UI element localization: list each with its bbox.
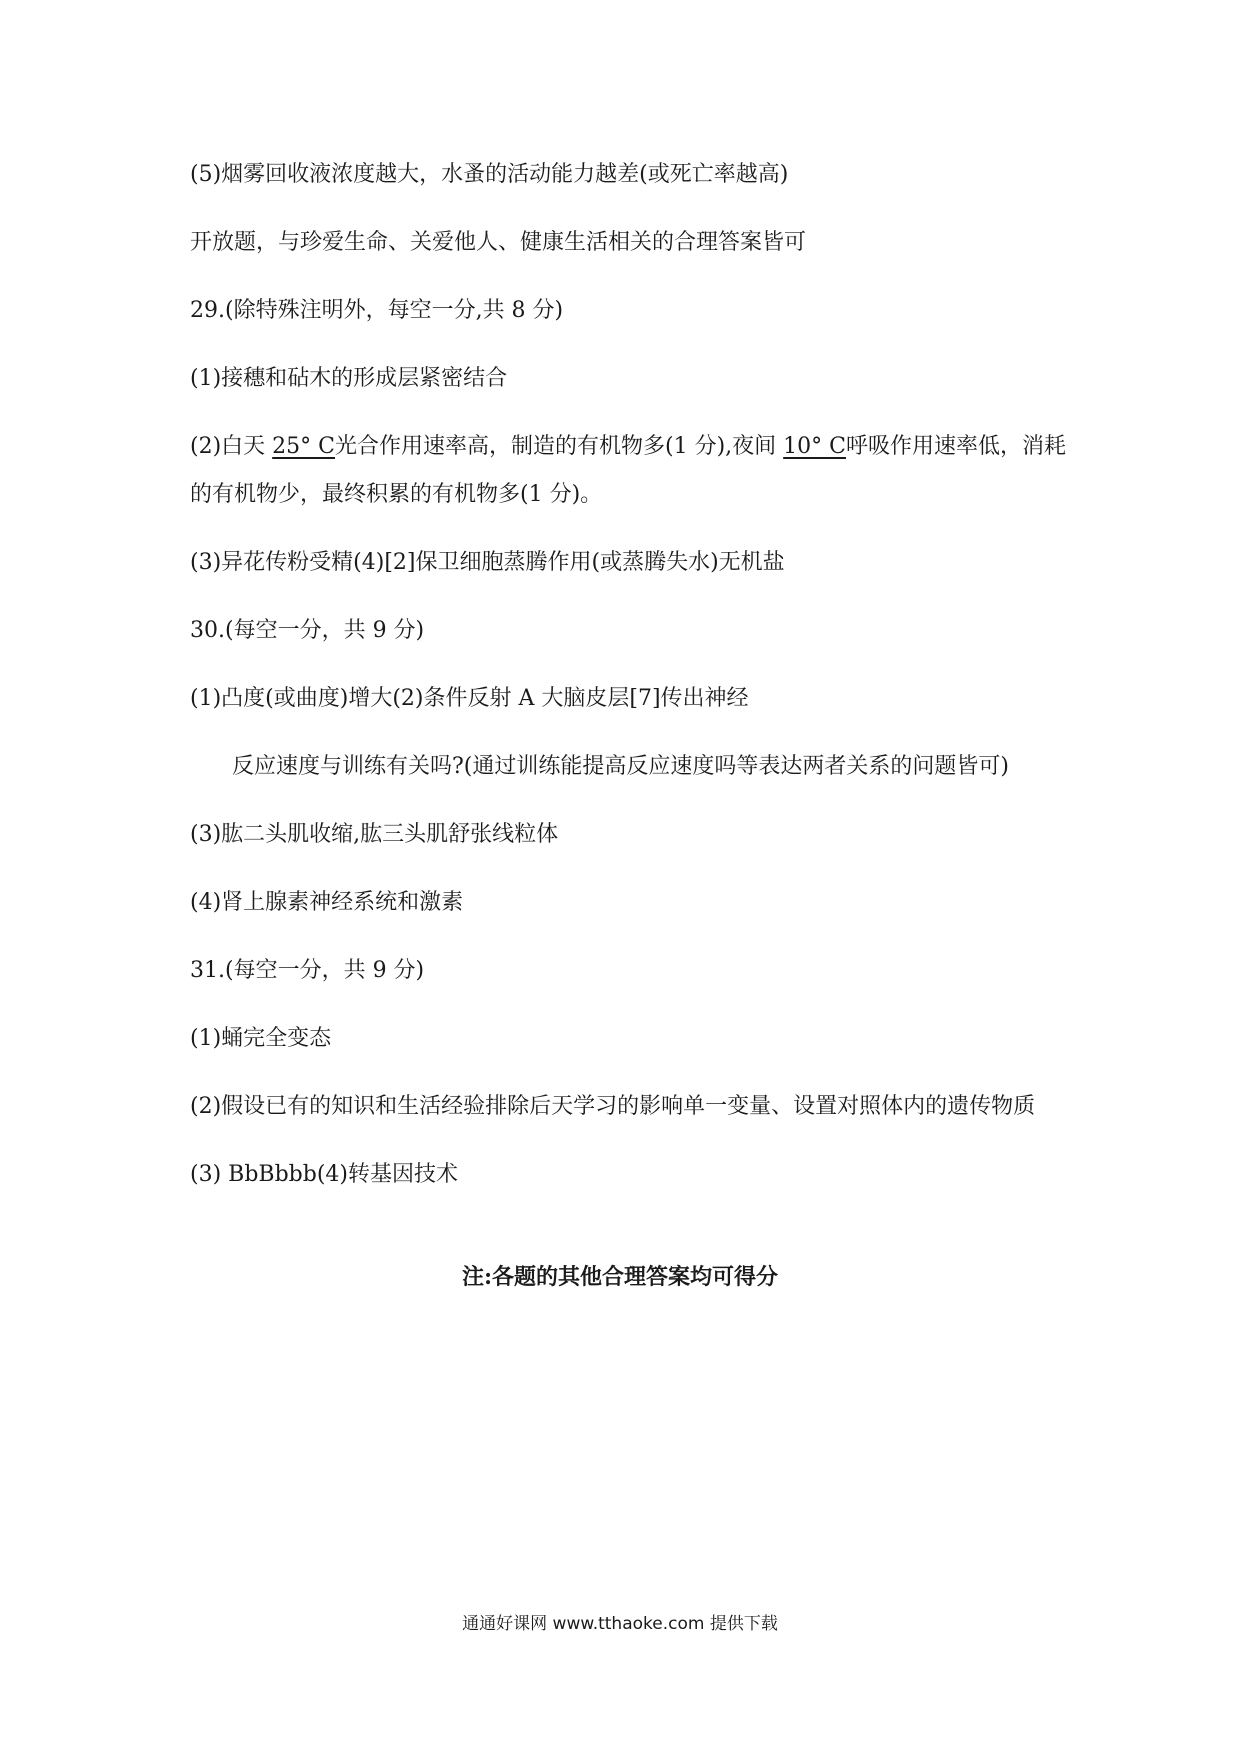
answer-29-2-part2: 光合作用速率高，制造的有机物多(1 分),夜间 xyxy=(335,434,784,459)
answer-28-5: (5)烟雾回收液浓度越大，水蚤的活动能力越差(或死亡率越高) xyxy=(190,162,789,187)
answer-29-2-continued: 的有机物少，最终积累的有机物多(1 分)。 xyxy=(190,482,603,507)
grading-note: 注:各题的其他合理答案均可得分 xyxy=(461,1264,779,1290)
answer-29-2 xyxy=(190,432,1066,462)
answer-31-3: (3) BbBbbb(4)转基因技术 xyxy=(190,1162,458,1187)
question-29-header: 29.(除特殊注明外，每空一分,共 8 分) xyxy=(190,298,564,323)
answer-29-2-part3: 呼吸作用速率低，消耗 xyxy=(845,434,1066,459)
question-31-header: 31.(每空一分，共 9 分) xyxy=(190,958,425,983)
answer-30-4: (4)肾上腺素神经系统和激素 xyxy=(190,890,464,915)
answer-30-3: (3)肱二头肌收缩,肱三头肌舒张线粒体 xyxy=(190,822,559,847)
answer-29-3: (3)异花传粉受精(4)[2]保卫细胞蒸腾作用(或蒸腾失水)无机盐 xyxy=(190,550,785,575)
answer-29-2-temp-night: 10° C xyxy=(783,434,846,459)
question-30-header: 30.(每空一分，共 9 分) xyxy=(190,618,425,643)
answer-30-question: 反应速度与训练有关吗?(通过训练能提高反应速度吗等表达两者关系的问题皆可) xyxy=(232,754,1009,779)
answer-31-1: (1)蛹完全变态 xyxy=(190,1026,332,1051)
answer-28-open: 开放题，与珍爱生命、关爱他人、健康生活相关的合理答案皆可 xyxy=(190,230,807,255)
answer-29-2-part1: (2)白天 xyxy=(190,434,273,459)
answer-31-2: (2)假设已有的知识和生活经验排除后天学习的影响单一变量、设置对照体内的遗传物质 xyxy=(190,1094,1036,1119)
page-footer: 通通好课网 www.tthaoke.com 提供下载 xyxy=(462,1614,778,1634)
answer-29-2-temp-day: 25° C xyxy=(272,434,335,459)
answer-29-1: (1)接穗和砧木的形成层紧密结合 xyxy=(190,366,508,391)
answer-30-1: (1)凸度(或曲度)增大(2)条件反射 A 大脑皮层[7]传出神经 xyxy=(190,686,749,711)
